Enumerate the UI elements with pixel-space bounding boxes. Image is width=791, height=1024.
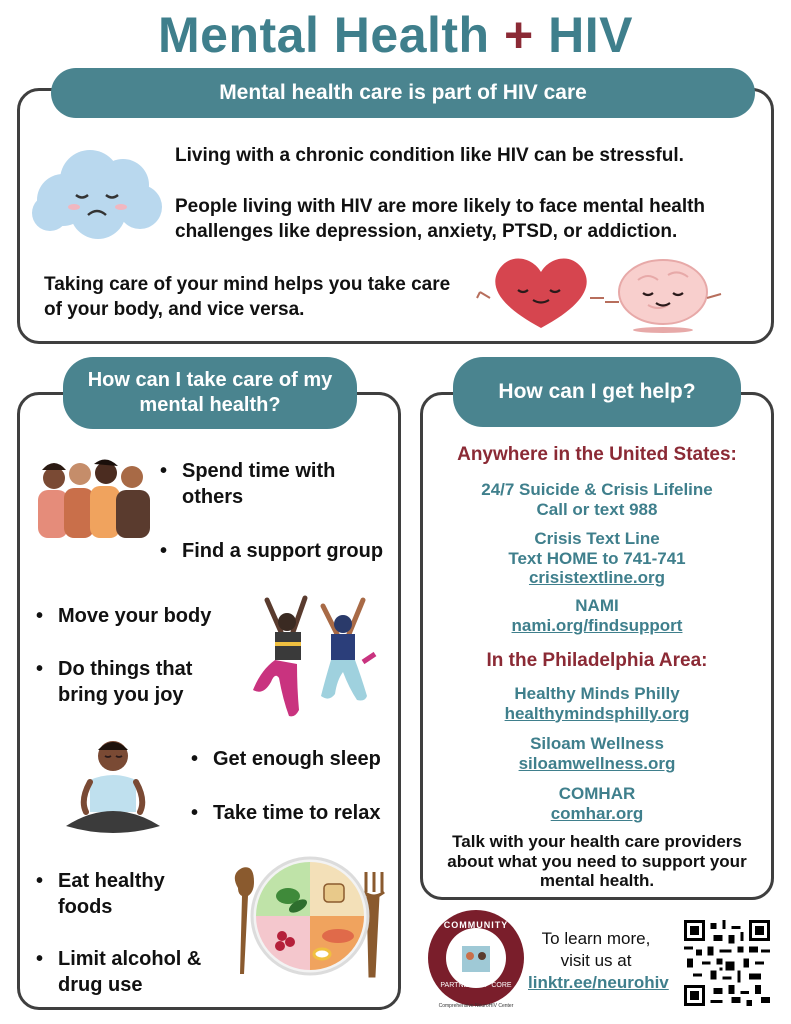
bullet-joy: • Do things that bring you joy bbox=[36, 656, 216, 708]
top-line3: Taking care of your mind helps you take care of your body, and vice versa. bbox=[44, 274, 451, 321]
heart-and-brain-icon bbox=[478, 250, 728, 332]
top-header: Mental health care is part of HIV care bbox=[51, 68, 755, 118]
us-heading: Anywhere in the United States: bbox=[457, 444, 737, 465]
lifeline-name: 24/7 Suicide & Crisis Lifeline bbox=[481, 480, 713, 499]
title-plus: + bbox=[504, 7, 534, 63]
logo-sub-text: Comprehensive NeuroHIV Center bbox=[438, 1003, 514, 1009]
bullet-spend-time: • Spend time with others bbox=[160, 458, 360, 510]
healthy-minds-link[interactable]: healthymindsphilly.org bbox=[504, 703, 690, 723]
left-header: How can I take care of my mental health? bbox=[63, 357, 357, 429]
siloam-resource bbox=[420, 734, 774, 773]
logo-bottom-text: PARTNERSHIP CORE bbox=[440, 982, 512, 989]
top-line2: People living with HIV are more likely to face mental health challenges like depression, anxiety, PTSD, or addiction. bbox=[175, 196, 706, 243]
nami-link[interactable]: nami.org/findsupport bbox=[511, 615, 683, 635]
bullet-eat-healthy: • Eat healthy foods bbox=[36, 868, 216, 920]
bullet-relax: • Take time to relax bbox=[191, 800, 396, 826]
lifeline-resource bbox=[420, 480, 774, 519]
closing-text: Talk with your health care providers about what you need to support your mental health. bbox=[447, 832, 747, 891]
siloam-name: Siloam Wellness bbox=[530, 734, 664, 753]
nami-name: NAMI bbox=[575, 596, 619, 615]
bullet-support-group: • Find a support group bbox=[160, 538, 400, 564]
learn-more-text bbox=[528, 928, 669, 994]
nami-resource bbox=[420, 596, 774, 635]
title-part1: Mental Health bbox=[158, 7, 490, 63]
qr-code-icon[interactable] bbox=[684, 920, 770, 1006]
page-title bbox=[0, 6, 791, 64]
right-panel bbox=[420, 392, 774, 900]
crisis-text-link[interactable]: crisistextline.org bbox=[528, 568, 666, 588]
crisis-text-name: Crisis Text Line bbox=[534, 529, 660, 548]
learn-line1: To learn more, bbox=[541, 929, 651, 948]
bullet-move-body: • Move your body bbox=[36, 603, 236, 629]
comhar-link[interactable]: comhar.org bbox=[550, 803, 644, 823]
philly-heading: In the Philadelphia Area: bbox=[486, 650, 708, 671]
lifeline-detail: Call or text 988 bbox=[536, 499, 658, 519]
comhar-name: COMHAR bbox=[558, 784, 636, 803]
jumping-people-icon bbox=[245, 592, 387, 717]
healthy-minds-name: Healthy Minds Philly bbox=[514, 684, 680, 703]
healthy-plate-icon bbox=[226, 852, 394, 977]
linktree-link[interactable]: linktr.ee/neurohiv bbox=[528, 973, 669, 993]
bullet-sleep: • Get enough sleep bbox=[191, 746, 391, 772]
right-header: How can I get help? bbox=[453, 357, 741, 427]
crisis-text-detail: Text HOME to 741-741 bbox=[508, 548, 686, 568]
siloam-link[interactable]: siloamwellness.org bbox=[518, 753, 676, 773]
comhar-resource bbox=[420, 784, 774, 823]
sad-cloud-icon bbox=[28, 145, 164, 241]
friends-group-icon bbox=[34, 460, 156, 540]
learn-line2: visit us at bbox=[560, 951, 632, 971]
meditating-person-icon bbox=[60, 736, 166, 838]
logo-top-text: COMMUNITY bbox=[443, 920, 509, 930]
crisis-text-resource bbox=[420, 529, 774, 588]
title-part2: HIV bbox=[548, 7, 633, 63]
healthy-minds-resource bbox=[420, 684, 774, 723]
top-line1: Living with a chronic condition like HIV can be stressful. bbox=[175, 145, 684, 166]
bullet-limit-alcohol: • Limit alcohol & drug use bbox=[36, 946, 226, 998]
